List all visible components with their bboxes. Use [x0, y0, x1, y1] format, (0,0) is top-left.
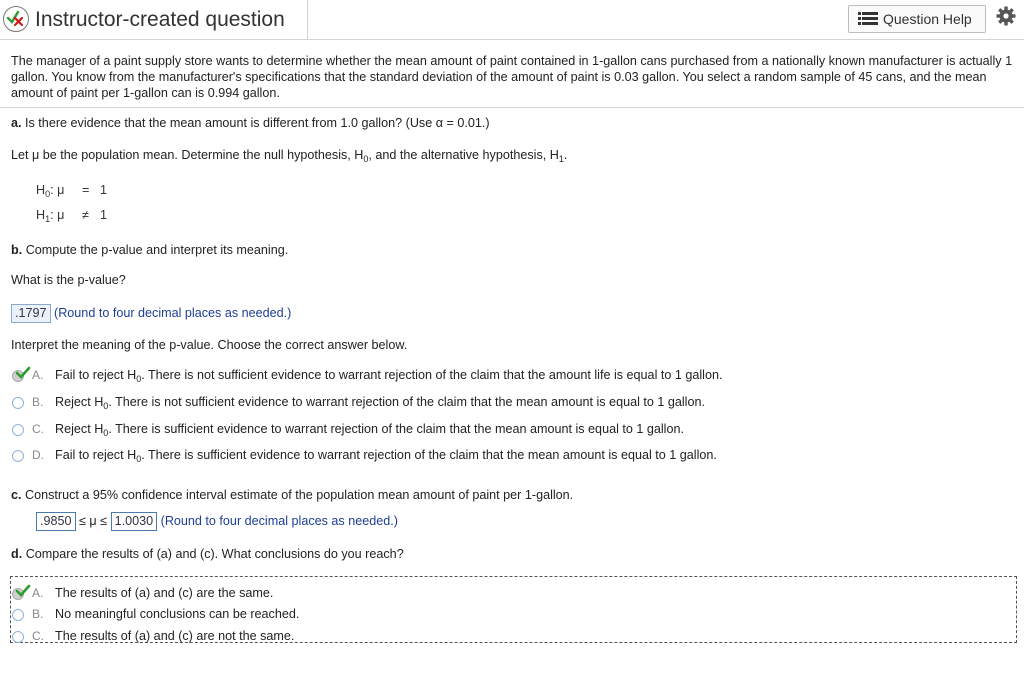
radio-button[interactable]: [12, 450, 24, 462]
ci-hint: (Round to four decimal places as needed.): [160, 514, 398, 528]
pvalue-prompt: What is the p-value?: [11, 273, 126, 287]
option-d-a[interactable]: A. The results of (a) and (c) are the same.: [12, 586, 412, 602]
option-b-b[interactable]: B. Reject $H_0$. There is not sufficient evidence to warrant rejection of the claim that the mean amount is equal to 1 gallon.: [12, 395, 792, 411]
pvalue-hint: (Round to four decimal places as needed.): [54, 306, 292, 320]
option-b-d[interactable]: D. Fail to reject $H_0$. There is sufficient evidence to warrant rejection of the claim that the mean amount is equal to 1 gallon.: [12, 448, 792, 464]
radio-button[interactable]: [12, 609, 24, 621]
null-hypothesis: $H_0$: μ: [36, 183, 65, 199]
option-b-c[interactable]: C. Reject $H_0$. There is sufficient evidence to warrant rejection of the claim that the mean amount is equal to 1 gallon.: [12, 422, 792, 438]
radio-button[interactable]: [12, 424, 24, 436]
part-b-question: b. Compute the p-value and interpret its meaning.: [11, 243, 289, 257]
title-box: [0, 0, 308, 40]
option-d-b[interactable]: B. No meaningful conclusions can be reached.: [12, 607, 412, 623]
gear-icon[interactable]: [996, 6, 1016, 31]
option-b-a[interactable]: A. Fail to reject $H_0$. There is not sufficient evidence to warrant rejection of the claim that the amount life is equal to 1 gallon.: [12, 368, 792, 384]
null-hypothesis-operator[interactable]: =: [82, 183, 90, 197]
alt-hypothesis-value[interactable]: 1: [100, 208, 108, 222]
alt-hypothesis: $H_1$: μ: [36, 208, 65, 224]
list-icon: [858, 12, 878, 29]
pvalue-answer[interactable]: .1797: [11, 304, 51, 323]
checkmark-icon: [15, 584, 31, 598]
question-help-button[interactable]: [848, 5, 986, 33]
alt-hypothesis-operator[interactable]: ≠: [82, 208, 89, 222]
header-bar: [0, 0, 1024, 40]
ci-lower-answer[interactable]: .9850: [36, 512, 76, 531]
pvalue-row: [11, 304, 291, 323]
checkmark-icon: [15, 366, 31, 380]
option-d-c[interactable]: C. The results of (a) and (c) are not the same.: [12, 629, 412, 645]
problem-statement: The manager of a paint supply store wants to determine whether the mean amount of paint contained in 1-gallon cans purchased from a nationally known manufacturer is actually 1 gallon. You know from the manufacturer's specifications that the standard deviation of the amount of paint is 0.03 gallon. You select a random sample of 45 cans, and the mean amount of paint per 1-gallon can is 0.994 gallon.: [11, 54, 1013, 100]
confidence-interval-row: [36, 512, 398, 531]
check-x-icon: [3, 6, 29, 32]
ci-middle: ≤ μ ≤: [79, 514, 108, 528]
interpret-prompt: Interpret the meaning of the p-value. Choose the correct answer below.: [11, 338, 408, 352]
intro-separator: [0, 107, 1024, 108]
header-divider: [307, 39, 1024, 40]
ci-upper-answer[interactable]: 1.0030: [111, 512, 158, 531]
part-a-instruction: Let μ be the population mean. Determine the null hypothesis, $H_0$, and the alternative hypothesis, $H_1$.: [11, 148, 568, 164]
radio-button[interactable]: [12, 397, 24, 409]
page-title: Instructor-created question: [35, 8, 285, 31]
part-c-question: c. Construct a 95% confidence interval estimate of the population mean amount of paint per 1-gallon.: [11, 488, 574, 502]
radio-button[interactable]: [12, 631, 24, 643]
part-a-question: a. Is there evidence that the mean amount is different from 1.0 gallon? (Use α = 0.01.): [11, 116, 490, 130]
question-help-label: Question Help: [883, 11, 972, 27]
part-d-question: d. Compare the results of (a) and (c). What conclusions do you reach?: [11, 547, 404, 561]
null-hypothesis-value[interactable]: 1: [100, 183, 108, 197]
